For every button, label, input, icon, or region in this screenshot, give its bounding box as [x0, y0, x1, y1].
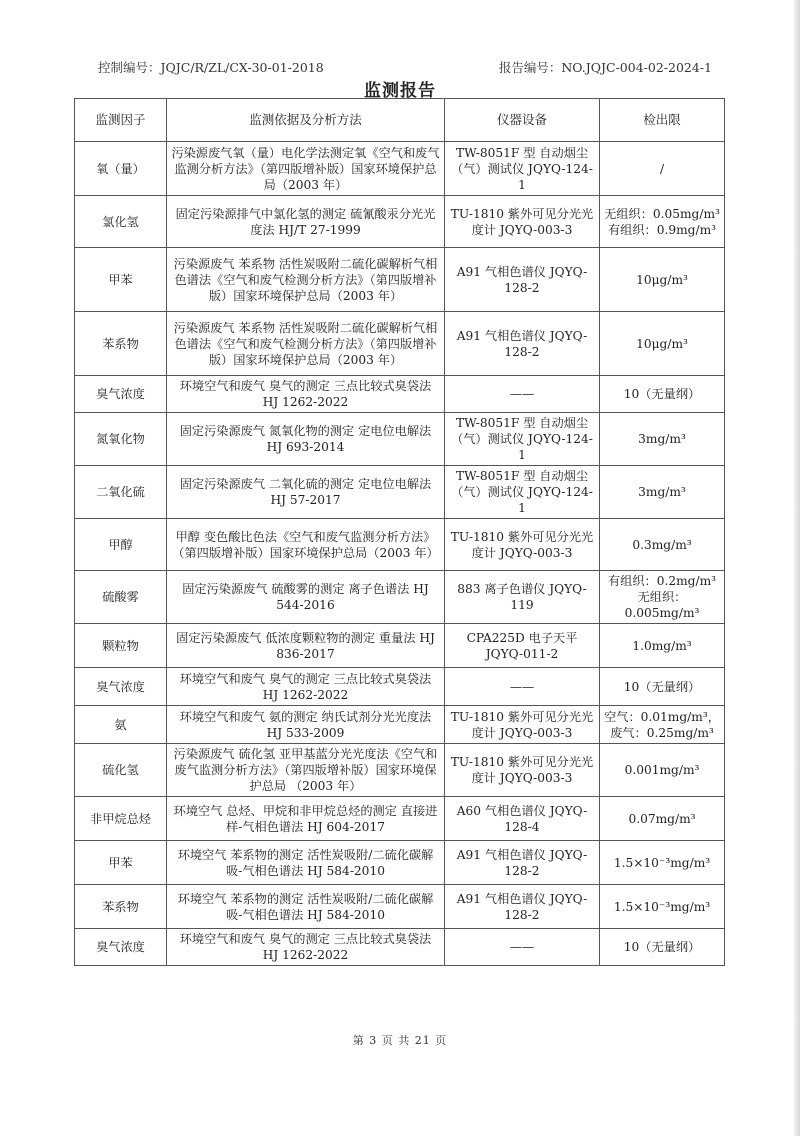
method-cell: 固定污染源废气 二氧化硫的测定 定电位电解法 HJ 57-2017: [167, 466, 445, 519]
col-header-method: 监测依据及分析方法: [167, 99, 445, 142]
limit-cell: 3mg/m³: [600, 466, 725, 519]
method-cell: 环境空气和废气 臭气的测定 三点比较式臭袋法 HJ 1262-2022: [167, 929, 445, 966]
factor-cell: 非甲烷总烃: [75, 797, 167, 841]
instrument-cell: A91 气相色谱仪 JQYQ-128-2: [445, 841, 600, 885]
method-cell: 环境空气和废气 氨的测定 纳氏试剂分光光度法 HJ 533-2009: [167, 706, 445, 744]
page-title: 监测报告: [364, 81, 436, 101]
factor-cell: 甲苯: [75, 248, 167, 312]
col-header-limit: 检出限: [600, 99, 725, 142]
table-row: [75, 466, 725, 519]
instrument-cell: A91 气相色谱仪 JQYQ-128-2: [445, 248, 600, 312]
method-cell: 固定污染源排气中氯化氢的测定 硫氰酸汞分光光度法 HJ/T 27-1999: [167, 196, 445, 248]
monitoring-table: [74, 98, 725, 966]
table-row: [75, 706, 725, 744]
instrument-cell: TW-8051F 型 自动烟尘（气）测试仪 JQYQ-124-1: [445, 413, 600, 466]
page-number: 第 3 页 共 21 页: [352, 1034, 448, 1047]
factor-cell: 甲醇: [75, 519, 167, 571]
table-row: [75, 841, 725, 885]
table-row: [75, 142, 725, 196]
factor-cell: 氯化氢: [75, 196, 167, 248]
method-cell: 环境空气和废气 臭气的测定 三点比较式臭袋法 HJ 1262-2022: [167, 668, 445, 706]
method-cell: 固定污染源废气 硫酸雾的测定 离子色谱法 HJ 544-2016: [167, 571, 445, 624]
report-number: 报告编号：NO.JQJC-004-02-2024-1: [498, 60, 712, 75]
limit-cell: 10（无量纲）: [600, 929, 725, 966]
limit-cell: 1.5×10⁻³mg/m³: [600, 841, 725, 885]
table-row: [75, 929, 725, 966]
method-cell: 环境空气和废气 臭气的测定 三点比较式臭袋法 HJ 1262-2022: [167, 376, 445, 413]
table-row: [75, 668, 725, 706]
method-cell: 固定污染源废气 低浓度颗粒物的测定 重量法 HJ 836-2017: [167, 624, 445, 668]
factor-cell: 苯系物: [75, 885, 167, 929]
table-row: [75, 797, 725, 841]
instrument-cell: ——: [445, 929, 600, 966]
factor-cell: 臭气浓度: [75, 668, 167, 706]
limit-cell: 3mg/m³: [600, 413, 725, 466]
method-cell: 甲醇 变色酸比色法《空气和废气监测分析方法》（第四版增补版）国家环境保护总局（2003 年）: [167, 519, 445, 571]
instrument-cell: ——: [445, 376, 600, 413]
table-row: [75, 413, 725, 466]
method-cell: 固定污染源废气 氮氧化物的测定 定电位电解法 HJ 693-2014: [167, 413, 445, 466]
method-cell: 环境空气 总烃、甲烷和非甲烷总烃的测定 直接进样-气相色谱法 HJ 604-2017: [167, 797, 445, 841]
limit-cell: 1.5×10⁻³mg/m³: [600, 885, 725, 929]
limit-cell: 空气：0.01mg/m³，废气：0.25mg/m³: [600, 706, 725, 744]
table-row: [75, 248, 725, 312]
table-row: [75, 624, 725, 668]
limit-cell: 0.07mg/m³: [600, 797, 725, 841]
table-row: [75, 744, 725, 797]
table-row: [75, 885, 725, 929]
factor-cell: 苯系物: [75, 312, 167, 376]
instrument-cell: A91 气相色谱仪 JQYQ-128-2: [445, 312, 600, 376]
method-cell: 环境空气 苯系物的测定 活性炭吸附/二硫化碳解吸-气相色谱法 HJ 584-2010: [167, 885, 445, 929]
table-row: [75, 376, 725, 413]
method-cell: 污染源废气 苯系物 活性炭吸附二硫化碳解析气相色谱法《空气和废气检测分析方法》（第四版增补版）国家环境保护总局（2003 年）: [167, 312, 445, 376]
factor-cell: 臭气浓度: [75, 929, 167, 966]
table-row: [75, 196, 725, 248]
instrument-cell: TW-8051F 型 自动烟尘（气）测试仪 JQYQ-124-1: [445, 466, 600, 519]
factor-cell: 硫化氢: [75, 744, 167, 797]
limit-cell: 10（无量纲）: [600, 376, 725, 413]
limit-cell: 有组织：0.2mg/m³ 无组织：0.005mg/m³: [600, 571, 725, 624]
table-body: [75, 142, 725, 966]
table-row: [75, 312, 725, 376]
factor-cell: 甲苯: [75, 841, 167, 885]
instrument-cell: CPA225D 电子天平 JQYQ-011-2: [445, 624, 600, 668]
factor-cell: 氧（量）: [75, 142, 167, 196]
limit-cell: 无组织：0.05mg/m³ 有组织：0.9mg/m³: [600, 196, 725, 248]
instrument-cell: TU-1810 紫外可见分光光度计 JQYQ-003-3: [445, 519, 600, 571]
col-header-instrument: 仪器设备: [445, 99, 600, 142]
instrument-cell: A91 气相色谱仪 JQYQ-128-2: [445, 885, 600, 929]
table-header-row: [75, 99, 725, 142]
instrument-cell: ——: [445, 668, 600, 706]
limit-cell: 1.0mg/m³: [600, 624, 725, 668]
factor-cell: 硫酸雾: [75, 571, 167, 624]
limit-cell: 10μg/m³: [600, 312, 725, 376]
header-line: [68, 58, 712, 76]
factor-cell: 氨: [75, 706, 167, 744]
limit-cell: 0.3mg/m³: [600, 519, 725, 571]
factor-cell: 臭气浓度: [75, 376, 167, 413]
table-row: [75, 571, 725, 624]
method-cell: 污染源废气 硫化氢 亚甲基蓝分光光度法《空气和废气监测分析方法》（第四版增补版）国家环境保护总局 （2003 年）: [167, 744, 445, 797]
scan-edge-shadow: [794, 0, 800, 1136]
factor-cell: 氮氧化物: [75, 413, 167, 466]
control-number: 控制编号：JQJC/R/ZL/CX-30-01-2018: [98, 60, 324, 75]
factor-cell: 颗粒物: [75, 624, 167, 668]
instrument-cell: TU-1810 紫外可见分光光度计 JQYQ-003-3: [445, 196, 600, 248]
table-row: [75, 519, 725, 571]
limit-cell: 10（无量纲）: [600, 668, 725, 706]
instrument-cell: TU-1810 紫外可见分光光度计 JQYQ-003-3: [445, 744, 600, 797]
instrument-cell: TU-1810 紫外可见分光光度计 JQYQ-003-3: [445, 706, 600, 744]
method-cell: 污染源废气 苯系物 活性炭吸附二硫化碳解析气相色谱法《空气和废气检测分析方法》（第四版增补版）国家环境保护总局（2003 年）: [167, 248, 445, 312]
limit-cell: /: [600, 142, 725, 196]
method-cell: 污染源废气氧（量）电化学法测定氧《空气和废气监测分析方法》（第四版增补版）国家环境保护总局（2003 年）: [167, 142, 445, 196]
method-cell: 环境空气 苯系物的测定 活性炭吸附/二硫化碳解吸-气相色谱法 HJ 584-2010: [167, 841, 445, 885]
instrument-cell: TW-8051F 型 自动烟尘（气）测试仪 JQYQ-124-1: [445, 142, 600, 196]
limit-cell: 10μg/m³: [600, 248, 725, 312]
factor-cell: 二氧化硫: [75, 466, 167, 519]
limit-cell: 0.001mg/m³: [600, 744, 725, 797]
col-header-factor: 监测因子: [75, 99, 167, 142]
instrument-cell: A60 气相色谱仪 JQYQ-128-4: [445, 797, 600, 841]
instrument-cell: 883 离子色谱仪 JQYQ-119: [445, 571, 600, 624]
